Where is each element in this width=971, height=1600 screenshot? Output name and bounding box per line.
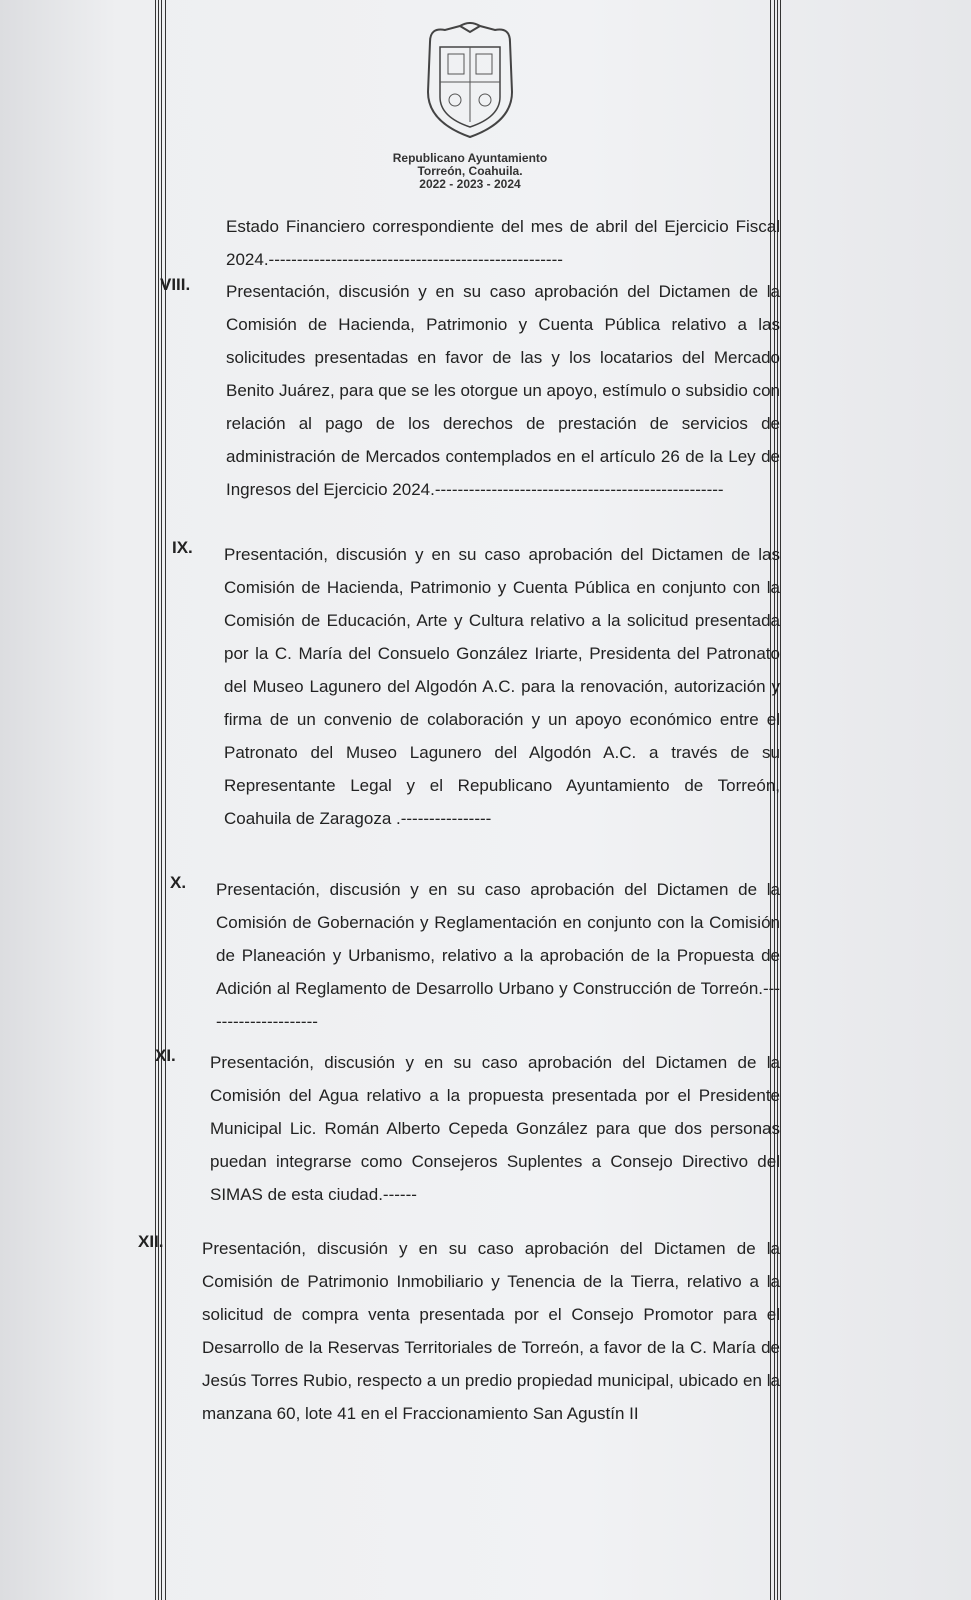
agenda-item-text: Presentación, discusión y en su caso aprobación del Dictamen de la Comisión de Gobernación y Reglamentación en conjunto con la Comisión de Planeación y Urbanismo, relativo a la aprobación de la Propuesta de Adición al Reglamento de Desarrollo Urbano y Construcción de Torreón.--------------------- bbox=[216, 880, 780, 1031]
agenda-item-text: Estado Financiero correspondiente del mes de abril del Ejercicio Fiscal 2024.---------------------------------------------------- bbox=[226, 217, 780, 269]
letterhead-line-1: Republicano Ayuntamiento bbox=[392, 151, 548, 165]
agenda-item-numeral: IX. bbox=[172, 538, 193, 557]
agenda-item-text: Presentación, discusión y en su caso aprobación del Dictamen de la Comisión del Agua relativo a la propuesta presentada por el Presidente Municipal Lic. Román Alberto Cepeda González para que dos personas puedan integrarse como Consejeros Suplentes a Consejo Directivo del SIMAS de esta ciudad.------ bbox=[210, 1053, 780, 1204]
letterhead-line-3: 2022 - 2023 - 2024 bbox=[419, 177, 521, 191]
agenda-item-numeral: XI. bbox=[155, 1046, 176, 1065]
agenda-item-numeral: XII. bbox=[138, 1232, 164, 1251]
left-margin-rule bbox=[155, 0, 171, 1600]
letterhead bbox=[360, 22, 580, 191]
agenda-item-numeral: VIII. bbox=[160, 275, 191, 294]
agenda-item-text: Presentación, discusión y en su caso aprobación del Dictamen de las Comisión de Hacienda, Patrimonio y Cuenta Pública en conjunto con la Comisión de Educación, Arte y Cultura relativo a la solicitud presentada por la C. María del Consuelo González Iriarte, Presidenta del Patronato del Museo Lagunero del Algodón A.C. para la renovación, autorización y firma de un convenio de colaboración y un apoyo económico entre el Patronato del Museo Lagunero del Algodón A.C. a través de su Representante Legal y el Republicano Ayuntamiento de Torreón, Coahuila de Zaragoza .---------------- bbox=[224, 545, 780, 828]
agenda-item-numeral: X. bbox=[170, 873, 187, 892]
letterhead-line-2: Torreón, Coahuila. bbox=[417, 164, 523, 178]
agenda-item-text: Presentación, discusión y en su caso aprobación del Dictamen de la Comisión de Patrimonio Inmobiliario y Tenencia de la Tierra, relativo a la solicitud de compra venta presentada por el Consejo Promotor para el Desarrollo de la Reservas Territoriales de Torreón, a favor de la C. María de Jesús Torres Rubio, respecto a un predio propiedad municipal, ubicado en la manzana 60, lote 41 en el Fraccionamiento San Agustín II bbox=[202, 1239, 780, 1423]
coat-of-arms-icon bbox=[420, 22, 520, 142]
agenda-item-text: Presentación, discusión y en su caso aprobación del Dictamen de la Comisión de Hacienda, Patrimonio y Cuenta Pública relativo a las solicitudes presentadas en favor de las y los locatarios del Mercado Benito Juárez, para que se les otorgue un apoyo, estímulo o subsidio con relación al pago de los derechos de prestación de servicios de administración de Mercados contemplados en el artículo 26 de la Ley de Ingresos del Ejercicio 2024.--------------------------------------------------- bbox=[226, 282, 780, 499]
